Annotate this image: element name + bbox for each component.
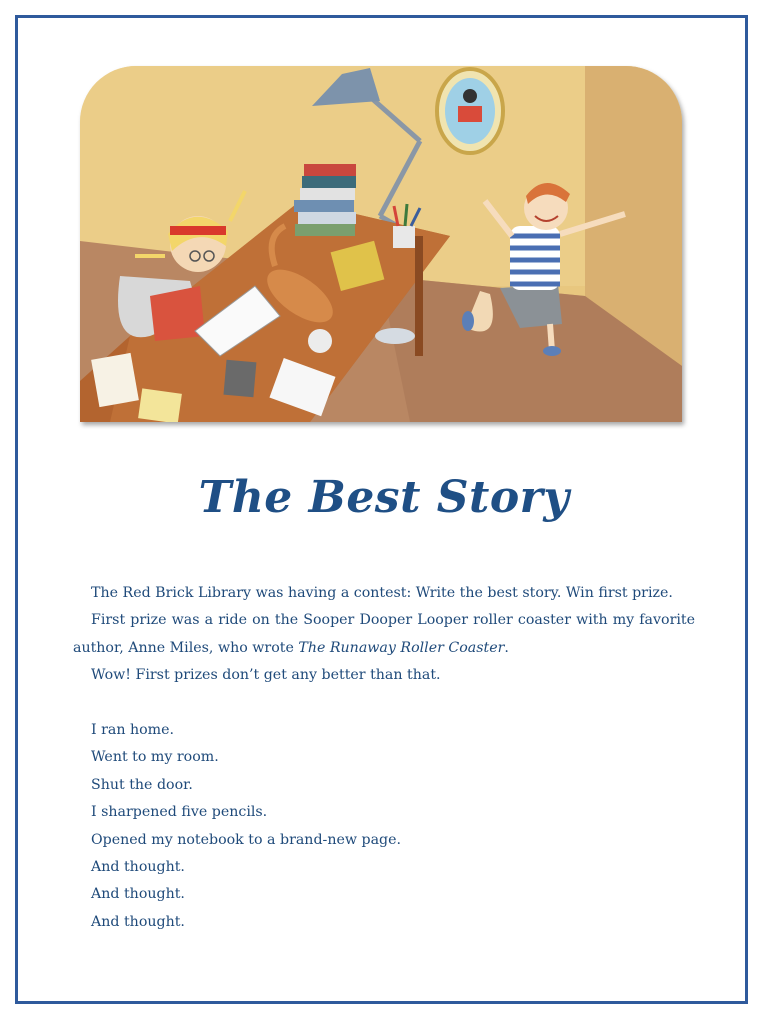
- illustration-svg: [80, 66, 682, 422]
- paragraph-first-prize-end: .: [504, 639, 509, 656]
- small-notebook: [223, 360, 256, 397]
- story-line: Went to my room.: [91, 749, 219, 766]
- paragraph-contest: The Red Brick Library was having a contest: Write the best story. Win first prize.: [91, 585, 673, 601]
- story-line: And thought.: [91, 859, 185, 876]
- paragraph-wow: Wow! First prizes don’t get any better than that.: [91, 667, 441, 684]
- paper-sheet: [91, 353, 139, 407]
- paragraph-first-prize: [73, 607, 695, 662]
- story-line: And thought.: [91, 886, 185, 903]
- wall-picture: [437, 69, 503, 153]
- story-illustration: [80, 66, 682, 422]
- story-line: Opened my notebook to a brand-new page.: [91, 831, 402, 848]
- story-line: I ran home.: [91, 722, 175, 739]
- trash-bin: [375, 328, 415, 344]
- story-line: And thought.: [91, 913, 185, 930]
- story-line: Shut the door.: [91, 776, 193, 793]
- paragraph-first-prize-text: First prize was a ride on the Sooper Dooper Looper roller coaster with my favorite author, Anne Miles, who wrote: [73, 612, 695, 656]
- story-body: [73, 580, 695, 936]
- book-title: The Runaway Roller Coaster: [298, 639, 505, 656]
- sticky-note: [138, 388, 182, 422]
- story-line: I sharpened five pencils.: [91, 804, 268, 821]
- story-title: The Best Story: [198, 472, 570, 523]
- pencil-cup: [393, 226, 415, 248]
